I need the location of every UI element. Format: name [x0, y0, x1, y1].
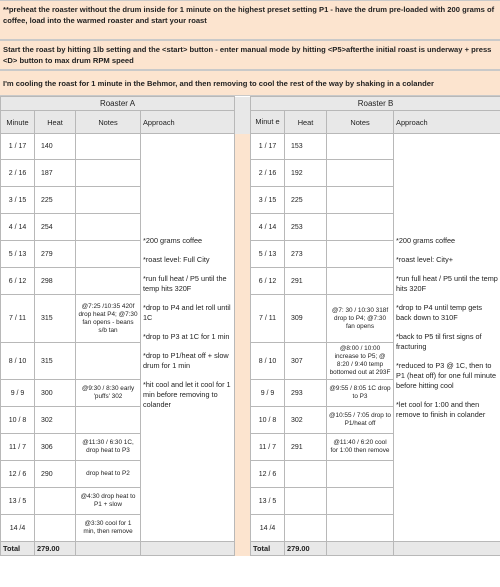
column-separator [235, 134, 251, 160]
heat-cell: 306 [35, 434, 76, 461]
minute-cell: 1 / 17 [1, 134, 35, 160]
col-notes: Notes [76, 111, 141, 134]
heat-cell: 140 [35, 134, 76, 160]
minute-cell: 12 / 6 [1, 461, 35, 488]
minute-cell: 9 / 9 [1, 380, 35, 407]
column-separator [235, 343, 251, 380]
col-heat-b: Heat [285, 111, 327, 134]
instruction-start: Start the roast by hitting 1lb setting and the <start> button - enter manual mode by hitting <P5>afterthe initial roast is underway + press <D> button to max drum RPM speed [0, 40, 500, 70]
minute-cell: 7 / 11 [251, 295, 285, 343]
heat-cell: 225 [35, 187, 76, 214]
notes-cell: @7: 30 / 10:30 318f drop to P4; @7:30 fan opens [327, 295, 394, 343]
col-approach: Approach [141, 111, 235, 134]
minute-cell: 4 / 14 [1, 214, 35, 241]
total-value: 279.00 [35, 542, 76, 556]
heat-cell: 225 [285, 187, 327, 214]
approach-item: *roast level: City+ [396, 255, 453, 264]
roaster-a-title: Roaster A [1, 97, 235, 111]
minute-cell: 2 / 16 [251, 160, 285, 187]
column-separator [235, 160, 251, 187]
minute-cell: 5 / 13 [1, 241, 35, 268]
notes-cell [327, 214, 394, 241]
column-separator [235, 488, 251, 515]
minute-cell: 14 /4 [251, 515, 285, 542]
column-separator [235, 295, 251, 343]
heat-cell: 291 [285, 268, 327, 295]
heat-cell: 254 [35, 214, 76, 241]
instruction-preheat: **preheat the roaster without the drum inside for 1 minute on the highest preset setting P1 - have the drum pre-loaded with 200 grams of coffee, load into the warmed roaster and start your roast [0, 0, 500, 40]
approach-item: *let cool for 1:00 and then remove to finish in colander [396, 400, 486, 419]
col-minute: Minute [1, 111, 35, 134]
notes-cell [327, 241, 394, 268]
notes-cell: @10:55 / 7:05 drop to P1/heat off [327, 407, 394, 434]
heat-cell [285, 488, 327, 515]
minute-cell: 3 / 15 [251, 187, 285, 214]
column-separator [235, 214, 251, 241]
notes-cell: @11:30 / 6:30 1C, drop heat to P3 [76, 434, 141, 461]
notes-cell [76, 134, 141, 160]
notes-cell [76, 407, 141, 434]
notes-cell: @8:00 / 10:00 increase to P5; @ 8:20 / 9:40 temp bottomed out at 293F [327, 343, 394, 380]
heat-cell: 302 [285, 407, 327, 434]
minute-cell: 10 / 8 [251, 407, 285, 434]
approach-item: *drop to P4 until temp gets back down to 310F [396, 303, 483, 322]
minute-cell: 13 / 5 [251, 488, 285, 515]
notes-cell: drop heat to P2 [76, 461, 141, 488]
heat-cell: 279 [35, 241, 76, 268]
heat-cell: 153 [285, 134, 327, 160]
column-separator [235, 461, 251, 488]
notes-cell: @11:40 / 6:20 cool for 1:00 then remove [327, 434, 394, 461]
notes-cell [327, 187, 394, 214]
notes-cell [76, 268, 141, 295]
approach-item: *200 grams coffee [396, 236, 456, 245]
notes-cell: @9:30 / 8:30 early 'puffs' 302 [76, 380, 141, 407]
approach-a [141, 134, 235, 542]
col-notes-b: Notes [327, 111, 394, 134]
notes-cell: @9:55 / 8:05 1C drop to P3 [327, 380, 394, 407]
minute-cell: 8 / 10 [251, 343, 285, 380]
notes-cell [327, 160, 394, 187]
column-separator [235, 268, 251, 295]
approach-item: *drop to P4 and let roll until 1C [143, 303, 231, 322]
column-separator [235, 241, 251, 268]
total-label-b: Total [251, 542, 285, 556]
total-label: Total [1, 542, 35, 556]
heat-cell [35, 488, 76, 515]
approach-item: *drop to P3 at 1C for 1 min [143, 332, 230, 341]
heat-cell: 307 [285, 343, 327, 380]
heat-cell [285, 515, 327, 542]
minute-cell: 12 / 6 [251, 461, 285, 488]
column-separator [235, 380, 251, 407]
minute-cell: 8 / 10 [1, 343, 35, 380]
col-heat: Heat [35, 111, 76, 134]
column-separator [235, 434, 251, 461]
heat-cell: 315 [35, 295, 76, 343]
minute-cell: 6 / 12 [251, 268, 285, 295]
notes-cell [327, 515, 394, 542]
minute-cell: 13 / 5 [1, 488, 35, 515]
notes-cell [76, 187, 141, 214]
heat-cell: 315 [35, 343, 76, 380]
heat-cell: 273 [285, 241, 327, 268]
minute-cell: 6 / 12 [1, 268, 35, 295]
heat-cell: 192 [285, 160, 327, 187]
column-separator [235, 187, 251, 214]
minute-cell: 11 / 7 [1, 434, 35, 461]
heat-cell: 302 [35, 407, 76, 434]
approach-b [394, 134, 500, 542]
minute-cell: 2 / 16 [1, 160, 35, 187]
heat-cell: 309 [285, 295, 327, 343]
table-row [1, 134, 500, 160]
minute-cell: 3 / 15 [1, 187, 35, 214]
notes-cell [327, 461, 394, 488]
col-minute-b: Minut e [251, 111, 285, 134]
minute-cell: 5 / 13 [251, 241, 285, 268]
col-approach-b: Approach [394, 111, 500, 134]
notes-cell [76, 241, 141, 268]
notes-cell: @4:30 drop heat to P1 + slow [76, 488, 141, 515]
notes-cell [76, 343, 141, 380]
approach-item: *drop to P1/heat off + slow drum for 1 min [143, 351, 229, 370]
total-row [1, 542, 500, 556]
heat-cell: 253 [285, 214, 327, 241]
total-value-b: 279.00 [285, 542, 327, 556]
notes-cell [327, 488, 394, 515]
roast-table [0, 96, 500, 556]
heat-cell: 291 [285, 434, 327, 461]
approach-item: *run full heat / P5 until the temp hits 320F [143, 274, 227, 293]
notes-cell [76, 160, 141, 187]
notes-cell [327, 268, 394, 295]
heat-cell: 187 [35, 160, 76, 187]
heat-cell: 300 [35, 380, 76, 407]
approach-item: *back to P5 til first signs of fracturing [396, 332, 482, 351]
heat-cell: 298 [35, 268, 76, 295]
approach-item: *200 grams coffee [143, 236, 203, 245]
column-separator [235, 407, 251, 434]
approach-item: *hit cool and let it cool for 1 min before removing to colander [143, 380, 231, 409]
minute-cell: 7 / 11 [1, 295, 35, 343]
heat-cell: 293 [285, 380, 327, 407]
notes-cell: @3:30 cool for 1 min, then remove [76, 515, 141, 542]
minute-cell: 9 / 9 [251, 380, 285, 407]
roaster-b-title: Roaster B [251, 97, 500, 111]
minute-cell: 4 / 14 [251, 214, 285, 241]
heat-cell: 290 [35, 461, 76, 488]
approach-item: *roast level: Full City [143, 255, 210, 264]
heat-cell [285, 461, 327, 488]
minute-cell: 11 / 7 [251, 434, 285, 461]
minute-cell: 10 / 8 [1, 407, 35, 434]
notes-cell [327, 134, 394, 160]
column-separator [235, 515, 251, 542]
notes-cell [76, 214, 141, 241]
approach-item: *reduced to P3 @ 1C, then to P1 (heat off) for one full minute before hitting cool [396, 361, 497, 390]
heat-cell [35, 515, 76, 542]
minute-cell: 1 / 17 [251, 134, 285, 160]
notes-cell: @7:25 /10:35 420f drop heat P4; @7:30 fan opens - beans s/b tan [76, 295, 141, 343]
approach-item: *run full heat / P5 until the temp hits 320F [396, 274, 498, 293]
instruction-cooling: I'm cooling the roast for 1 minute in the Behmor, and then removing to cool the rest of the way by shaking in a colander [0, 70, 500, 96]
minute-cell: 14 /4 [1, 515, 35, 542]
